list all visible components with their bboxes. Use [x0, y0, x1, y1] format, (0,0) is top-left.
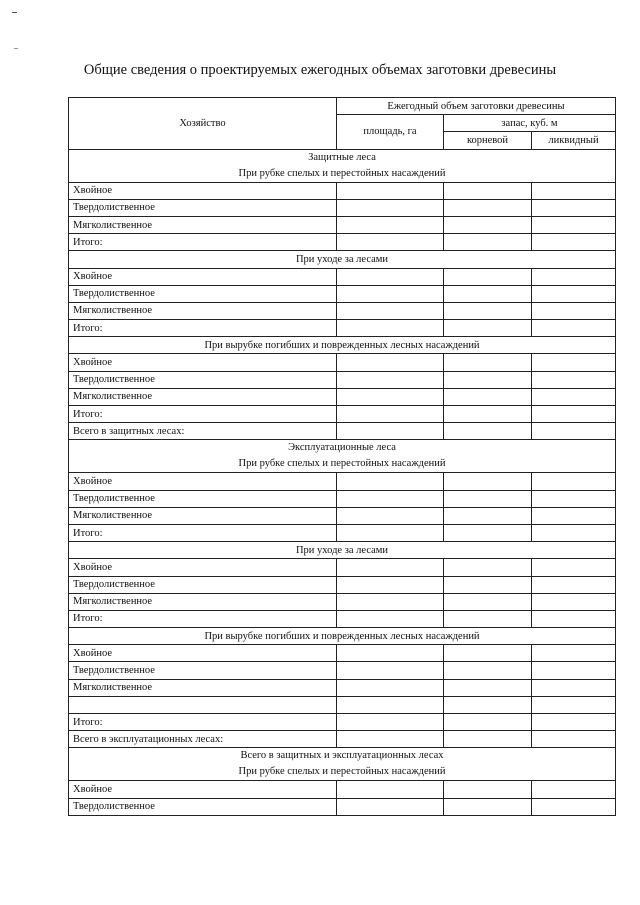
liquid-cell — [532, 559, 616, 576]
section-row — [69, 748, 616, 781]
table-row — [69, 285, 616, 302]
area-cell — [337, 302, 444, 319]
area-cell — [337, 714, 444, 731]
row-label: Твердолиственное — [69, 285, 337, 302]
row-label: Итого: — [69, 406, 337, 423]
liquid-cell — [532, 798, 616, 815]
section-line: При рубке спелых и перестойных насаждений — [238, 458, 446, 470]
section-title — [69, 440, 616, 473]
row-label: Твердолиственное — [69, 798, 337, 815]
root-cell — [444, 406, 532, 423]
liquid-cell — [532, 320, 616, 337]
row-label: Всего в защитных лесах: — [69, 423, 337, 440]
area-cell — [337, 731, 444, 748]
table-row — [69, 234, 616, 251]
liquid-cell — [532, 714, 616, 731]
row-label: Хвойное — [69, 354, 337, 371]
section-line: При рубке спелых и перестойных насаждений — [238, 167, 446, 179]
table-row — [69, 302, 616, 319]
root-cell — [444, 610, 532, 627]
liquid-cell — [532, 302, 616, 319]
area-cell — [337, 645, 444, 662]
liquid-cell — [532, 473, 616, 490]
root-cell — [444, 216, 532, 233]
table-row — [69, 371, 616, 388]
area-cell — [337, 354, 444, 371]
harvest-volume-table — [68, 97, 616, 816]
area-header: площадь, га — [337, 115, 444, 149]
area-cell — [337, 593, 444, 610]
root-cell — [444, 285, 532, 302]
row-label: Хвойное — [69, 645, 337, 662]
root-cell — [444, 559, 532, 576]
liquid-cell — [532, 285, 616, 302]
table-row — [69, 268, 616, 285]
annual-volume-header: Ежегодный объем заготовки древесины — [337, 98, 616, 115]
section-title — [69, 542, 616, 559]
section-row — [69, 628, 616, 645]
table-row — [69, 354, 616, 371]
root-cell — [444, 234, 532, 251]
section-line: При уходе за лесами — [295, 544, 389, 556]
root-cell — [444, 593, 532, 610]
area-cell — [337, 199, 444, 216]
row-label: Твердолиственное — [69, 490, 337, 507]
table-row — [69, 507, 616, 524]
row-label: Хвойное — [69, 182, 337, 199]
section-row — [69, 149, 616, 182]
liquid-cell — [532, 576, 616, 593]
stock-header: запас, куб. м — [444, 115, 616, 132]
liquid-cell — [532, 610, 616, 627]
table-row — [69, 199, 616, 216]
root-cell — [444, 320, 532, 337]
root-cell — [444, 490, 532, 507]
liquid-cell — [532, 423, 616, 440]
root-cell — [444, 781, 532, 798]
table-row — [69, 798, 616, 815]
section-row — [69, 542, 616, 559]
root-cell — [444, 268, 532, 285]
table-row — [69, 576, 616, 593]
liquid-cell — [532, 662, 616, 679]
section-line: Эксплуатационные леса — [288, 442, 396, 454]
row-label: Хвойное — [69, 559, 337, 576]
header-row — [69, 98, 616, 115]
table-row — [69, 490, 616, 507]
row-label: Итого: — [69, 714, 337, 731]
root-cell — [444, 576, 532, 593]
liquid-cell — [532, 507, 616, 524]
liquid-cell — [532, 679, 616, 696]
row-label: Мягколиственное — [69, 388, 337, 405]
table-row — [69, 216, 616, 233]
scan-mark — [12, 12, 17, 13]
liquid-cell — [532, 731, 616, 748]
section-line: При вырубке погибших и поврежденных лесных насаждений — [204, 339, 480, 351]
root-cell — [444, 798, 532, 815]
root-cell — [444, 507, 532, 524]
table-row — [69, 593, 616, 610]
liquid-cell — [532, 593, 616, 610]
row-label: Твердолиственное — [69, 371, 337, 388]
table-row — [69, 524, 616, 541]
area-cell — [337, 268, 444, 285]
scan-mark — [14, 48, 18, 49]
area-cell — [337, 576, 444, 593]
liquid-cell — [532, 781, 616, 798]
document-title: Общие сведения о проектируемых ежегодных объемах заготовки древесины — [83, 62, 557, 78]
row-label: Твердолиственное — [69, 662, 337, 679]
liquid-cell — [532, 234, 616, 251]
area-cell — [337, 423, 444, 440]
table-row — [69, 406, 616, 423]
row-label: Итого: — [69, 610, 337, 627]
section-line: При вырубке погибших и поврежденных лесных насаждений — [204, 630, 480, 642]
root-cell — [444, 473, 532, 490]
row-label: Всего в эксплуатационных лесах: — [69, 731, 337, 748]
area-cell — [337, 182, 444, 199]
area-cell — [337, 285, 444, 302]
liquid-cell — [532, 216, 616, 233]
area-cell — [337, 406, 444, 423]
area-cell — [337, 371, 444, 388]
root-cell — [444, 696, 532, 713]
area-cell — [337, 610, 444, 627]
area-cell — [337, 490, 444, 507]
row-label: Твердолиственное — [69, 199, 337, 216]
row-label: Хвойное — [69, 473, 337, 490]
liquid-cell — [532, 388, 616, 405]
table-row — [69, 645, 616, 662]
section-line: При уходе за лесами — [295, 253, 389, 265]
table-row — [69, 320, 616, 337]
table-row — [69, 473, 616, 490]
section-row — [69, 440, 616, 473]
table-row — [69, 781, 616, 798]
area-cell — [337, 524, 444, 541]
root-cell — [444, 388, 532, 405]
section-line: Защитные леса — [308, 151, 376, 163]
liquid-header: ликвидный — [532, 132, 616, 149]
row-label — [69, 696, 337, 713]
liquid-cell — [532, 182, 616, 199]
area-cell — [337, 234, 444, 251]
row-label: Твердолиственное — [69, 576, 337, 593]
area-cell — [337, 388, 444, 405]
area-cell — [337, 798, 444, 815]
root-cell — [444, 524, 532, 541]
area-cell — [337, 507, 444, 524]
area-cell — [337, 320, 444, 337]
farm-header: Хозяйство — [69, 98, 337, 150]
area-cell — [337, 559, 444, 576]
liquid-cell — [532, 490, 616, 507]
liquid-cell — [532, 268, 616, 285]
liquid-cell — [532, 645, 616, 662]
section-row — [69, 337, 616, 354]
row-label: Хвойное — [69, 268, 337, 285]
row-label: Итого: — [69, 234, 337, 251]
liquid-cell — [532, 354, 616, 371]
root-cell — [444, 645, 532, 662]
root-cell — [444, 302, 532, 319]
table-row — [69, 696, 616, 713]
root-cell — [444, 679, 532, 696]
row-label: Мягколиственное — [69, 507, 337, 524]
root-cell — [444, 714, 532, 731]
section-title — [69, 251, 616, 268]
liquid-cell — [532, 406, 616, 423]
table-row — [69, 559, 616, 576]
section-line: При рубке спелых и перестойных насаждений — [238, 766, 446, 778]
area-cell — [337, 781, 444, 798]
liquid-cell — [532, 524, 616, 541]
root-cell — [444, 731, 532, 748]
section-line: Всего в защитных и эксплуатационных лесах — [240, 750, 444, 762]
table-row — [69, 731, 616, 748]
table-row — [69, 679, 616, 696]
section-title — [69, 748, 616, 781]
section-title — [69, 337, 616, 354]
row-label: Итого: — [69, 320, 337, 337]
root-cell — [444, 354, 532, 371]
area-cell — [337, 679, 444, 696]
section-title — [69, 628, 616, 645]
row-label: Мягколиственное — [69, 216, 337, 233]
row-label: Мягколиственное — [69, 593, 337, 610]
table-row — [69, 423, 616, 440]
area-cell — [337, 696, 444, 713]
row-label: Хвойное — [69, 781, 337, 798]
table-row — [69, 388, 616, 405]
row-label: Итого: — [69, 524, 337, 541]
root-cell — [444, 662, 532, 679]
section-title — [69, 149, 616, 182]
root-cell — [444, 371, 532, 388]
table-row — [69, 182, 616, 199]
area-cell — [337, 473, 444, 490]
root-cell — [444, 423, 532, 440]
liquid-cell — [532, 696, 616, 713]
section-row — [69, 251, 616, 268]
liquid-cell — [532, 371, 616, 388]
table-row — [69, 714, 616, 731]
area-cell — [337, 216, 444, 233]
root-header: корневой — [444, 132, 532, 149]
liquid-cell — [532, 199, 616, 216]
root-cell — [444, 199, 532, 216]
root-cell — [444, 182, 532, 199]
area-cell — [337, 662, 444, 679]
row-label: Мягколиственное — [69, 679, 337, 696]
table-row — [69, 662, 616, 679]
table-row — [69, 610, 616, 627]
row-label: Мягколиственное — [69, 302, 337, 319]
